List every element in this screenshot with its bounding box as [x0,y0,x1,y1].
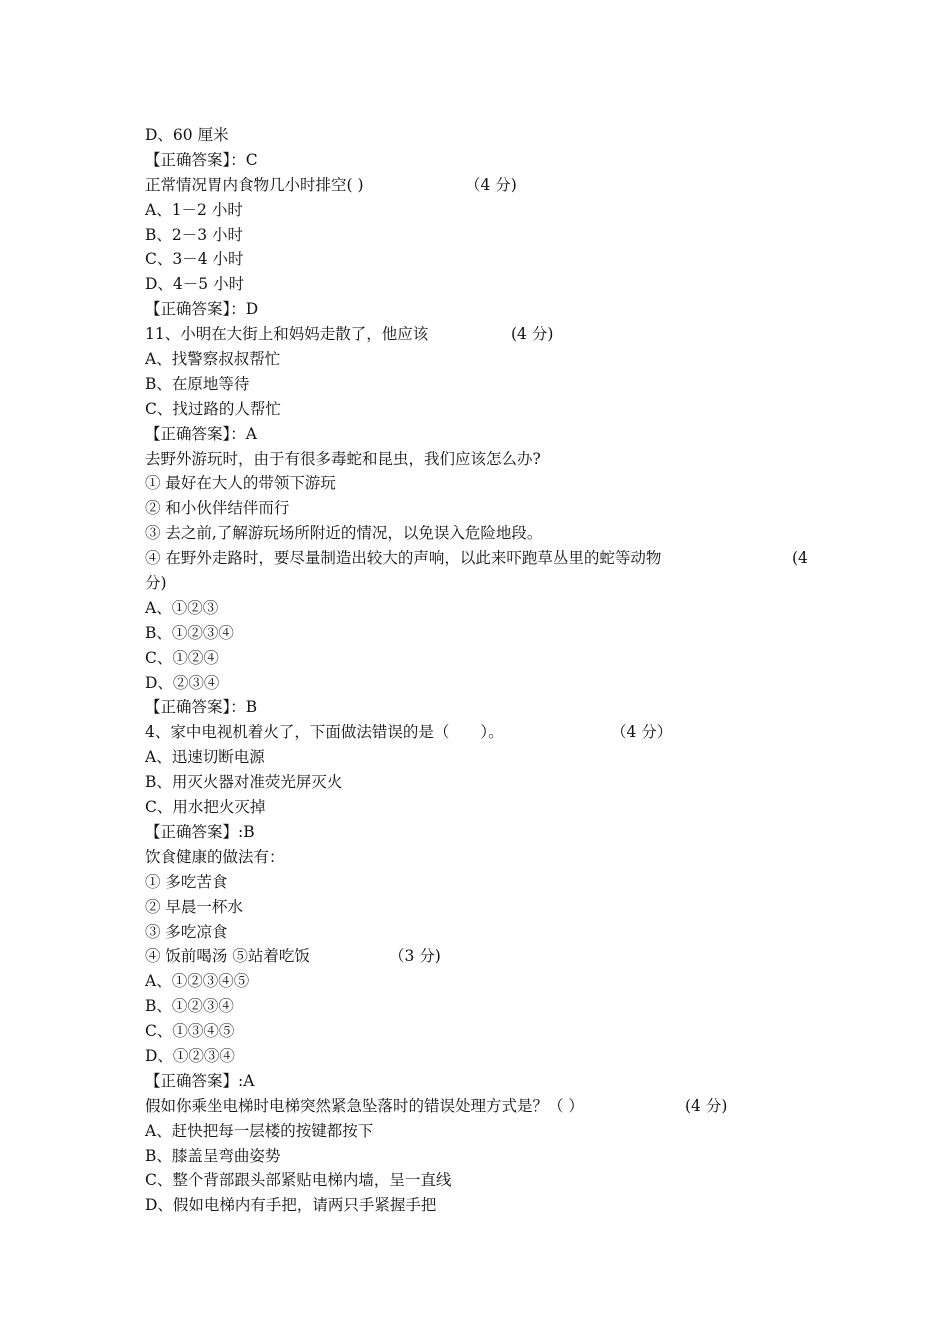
statement-line: ④ 饭前喝汤 ⑤站着吃饭 （3 分) [145,944,810,969]
answer-line: 【正确答案】：A [145,424,257,443]
score-label: （4 分） [611,723,673,742]
question-line: 假如你乘坐电梯时电梯突然紧急坠落时的错误处理方式是？（ ） (4 分) [145,1094,810,1119]
option-line: A、1－2 小时 [145,200,243,219]
option-line: B、在原地等待 [145,374,250,393]
statement-line: ② 和小伙伴结伴而行 [145,499,290,518]
question-line: 饮食健康的做法有： [145,847,285,866]
option-line: C、①③④⑤ [145,1022,235,1041]
option-line: C、①②④ [145,648,219,667]
option-line: C、用水把火灭掉 [145,798,266,817]
option-line: C、找过路的人帮忙 [145,399,281,418]
answer-line: 【正确答案】:B [145,822,255,841]
option-line: B、膝盖呈弯曲姿势 [145,1146,281,1165]
text-line: 分) [145,574,167,593]
option-line: C、3－4 小时 [145,250,244,269]
option-line: A、①②③④⑤ [145,972,250,991]
statement-line: ③ 多吃凉食 [145,922,228,941]
answer-line: 【正确答案】：B [145,698,258,717]
option-line: D、4－5 小时 [145,275,245,294]
question-line: 11、小明在大街上和妈妈走散了，他应该 (4 分) [145,322,810,347]
question-line: 4、家中电视机着火了，下面做法错误的是（ ）。 （4 分） [145,720,810,745]
option-line: A、①②③ [145,598,219,617]
text-line: D、60 厘米 [145,126,229,144]
option-line: B、①②③④ [145,623,234,642]
option-line: C、整个背部跟头部紧贴电梯内墙，呈一直线 [145,1171,452,1190]
score-label: (4 分) [511,325,554,344]
option-line: B、①②③④ [145,997,234,1016]
document-page [145,123,810,1218]
score-label: (4 [792,549,808,568]
statement-line: ② 早晨一杯水 [145,897,243,916]
option-line: D、①②③④ [145,1046,235,1065]
statement-line: ③ 去之前,了解游玩场所附近的情况，以免误入危险地段。 [145,524,543,543]
option-line: A、赶快把每一层楼的按键都按下 [145,1121,374,1140]
option-line: A、迅速切断电源 [145,748,265,767]
question-line: 正常情况胃内食物几小时排空( ) （4 分) [145,173,810,198]
statement-line: ① 多吃苦食 [145,872,228,891]
answer-line: 【正确答案】：D [145,300,259,319]
option-line: A、找警察叔叔帮忙 [145,350,281,369]
answer-line: 【正确答案】:A [145,1071,255,1090]
option-line: D、②③④ [145,673,220,692]
statement-line: ① 最好在大人的带领下游玩 [145,474,336,493]
statement-line: ④ 在野外走路时，要尽量制造出较大的声响，以此来吓跑草丛里的蛇等动物 (4 [145,546,810,571]
score-label: （4 分) [465,175,517,194]
question-line: 去野外游玩时，由于有很多毒蛇和昆虫，我们应该怎么办? [145,449,541,468]
option-line: D、假如电梯内有手把，请两只手紧握手把 [145,1196,437,1215]
answer-line: 【正确答案】：C [145,150,258,169]
score-label: (4 分) [685,1096,728,1115]
option-line: B、2－3 小时 [145,225,244,244]
option-line: B、用灭火器对准荧光屏灭火 [145,773,343,792]
score-label: （3 分) [389,947,441,966]
